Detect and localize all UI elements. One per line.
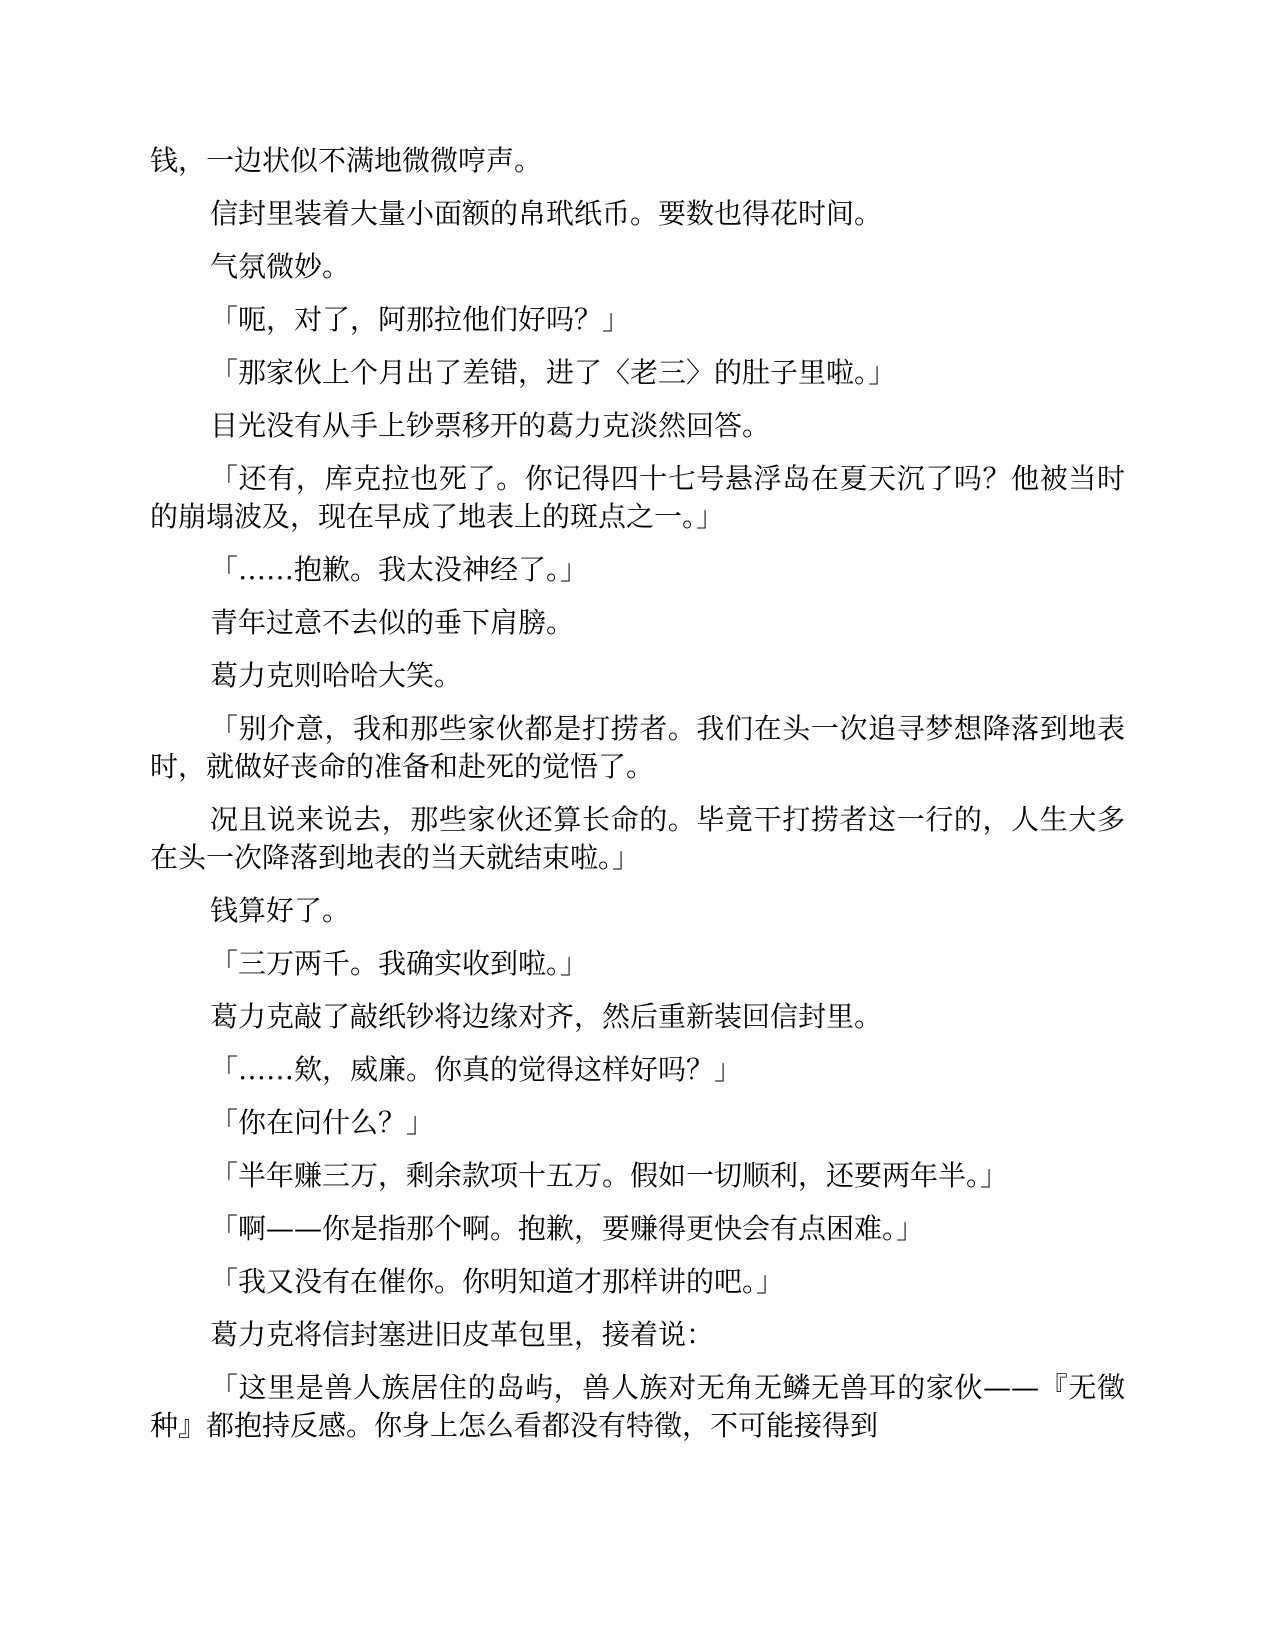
paragraph: 「这里是兽人族居住的岛屿，兽人族对无角无鳞无兽耳的家伙——『无徵种』都抱持反感。你身上怎么看都没有特徵，不可能接得到 [150,1371,1125,1442]
paragraph: 「……欸，威廉。你真的觉得这样好吗？」 [210,1053,743,1086]
paragraph: 信封里装着大量小面额的帛玳纸币。要数也得花时间。 [210,197,883,230]
paragraph: 「还有，库克拉也死了。你记得四十七号悬浮岛在夏天沉了吗？他被当时的崩塌波及，现在早成了地表上的斑点之一。」 [150,462,1125,533]
paragraph: 「呃，对了，阿那拉他们好吗？」 [210,303,631,336]
paragraph: 「……抱歉。我太没神经了。」 [210,553,589,586]
paragraph: 「你在问什么？」 [210,1106,435,1139]
paragraph: 葛力克将信封塞进旧皮革包里，接着说： [210,1318,715,1351]
paragraph: 气氛微妙。 [210,250,351,283]
paragraph: 青年过意不去似的垂下肩膀。 [210,606,575,639]
paragraph: 况且说来说去，那些家伙还算长命的。毕竟干打捞者这一行的，人生大多在头一次降落到地表的当天就结束啦。」 [150,803,1125,874]
paragraph: 目光没有从手上钞票移开的葛力克淡然回答。 [210,409,771,442]
paragraph: 「三万两千。我确实收到啦。」 [210,947,589,980]
text-body [150,142,1125,1460]
paragraph: 「那家伙上个月出了差错，进了〈老三〉的肚子里啦。」 [210,356,897,389]
paragraph: 葛力克则哈哈大笑。 [210,659,463,692]
paragraph: 「别介意，我和那些家伙都是打捞者。我们在头一次追寻梦想降落到地表时，就做好丧命的准备和赴死的觉悟了。 [150,712,1125,783]
paragraph: 「我又没有在催你。你明知道才那样讲的吧。」 [210,1265,785,1298]
paragraph: 钱算好了。 [210,894,351,927]
paragraph: 「啊——你是指那个啊。抱歉，要赚得更快会有点困难。」 [210,1212,925,1245]
paragraph: 葛力克敲了敲纸钞将边缘对齐，然后重新装回信封里。 [210,1000,883,1033]
paragraph: 钱，一边状似不满地微微哼声。 [150,144,543,177]
paragraph: 「半年赚三万，剩余款项十五万。假如一切顺利，还要两年半。」 [210,1159,1009,1192]
